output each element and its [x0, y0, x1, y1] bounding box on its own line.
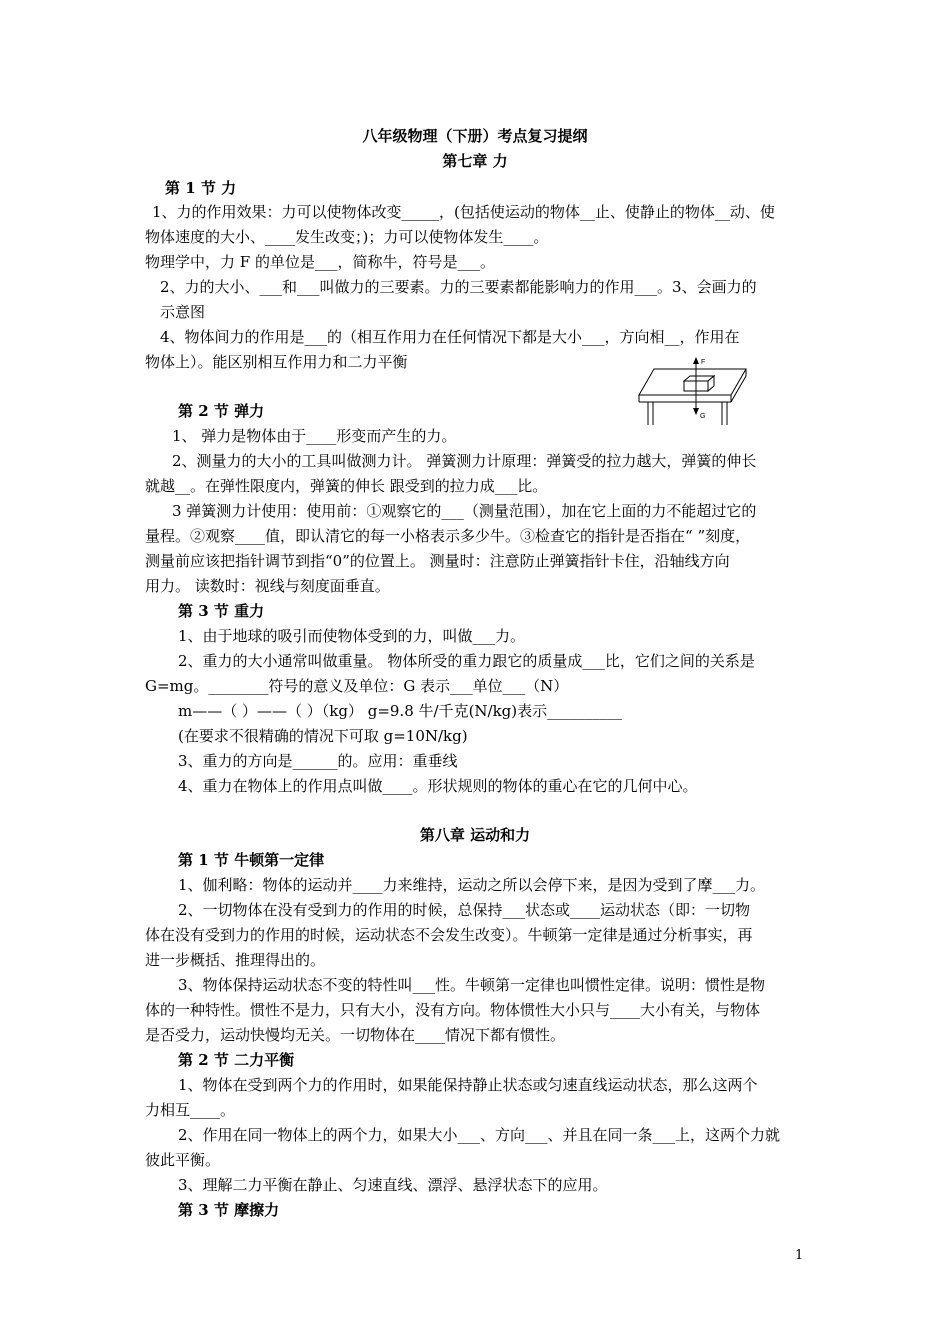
page-number: 1 — [795, 1248, 804, 1263]
text-line: 4、物体间力的作用是___的（相互作用力在任何情况下都是大小___，方向相__，作用在 — [160, 328, 740, 346]
text-line: 测量前应该把指针调节到指“0”的位置上。 测量时：注意防止弹簧指针卡住，沿轴线方向 — [145, 552, 730, 570]
section-heading: 第 1 节 牛顿第一定律 — [178, 851, 325, 869]
text-line: 1、由于地球的吸引而使物体受到的力，叫做___力。 — [178, 627, 526, 645]
text-line: 3、重力的方向是______的。应用：重垂线 — [178, 752, 458, 770]
text-line: 1、伽利略：物体的运动并____力来维持，运动之所以会停下来，是因为受到了摩___力。 — [178, 876, 766, 894]
text-line: (在要求不很精确的情况下可取 g=10N/kg) — [178, 727, 468, 745]
text-line: 3、物体保持运动状态不变的特性叫___性。牛顿第一定律也叫惯性定律。说明：惯性是物 — [178, 976, 766, 994]
section-heading: 第 2 节 弹力 — [178, 402, 265, 420]
text-line: 体的一种特性。惯性不是力，只有大小，没有方向。物体惯性大小只与____大小有关，与物体 — [145, 1001, 761, 1019]
text-line: 就越__。在弹性限度内，弹簧的伸长 跟受到的拉力成___比。 — [145, 477, 548, 495]
text-line: 2、重力的大小通常叫做重量。 物体所受的重力跟它的质量成___比，它们之间的关系是 — [178, 652, 755, 670]
doc-title: 八年级物理（下册）考点复习提纲 — [362, 127, 588, 145]
text-line: 力相互____。 — [145, 1101, 236, 1119]
text-line: 体在没有受到力的作用的时候，运动状态不会发生改变）。牛顿第一定律是通过分析事实，再 — [145, 926, 753, 944]
section-heading: 第 3 节 摩擦力 — [178, 1201, 280, 1219]
chapter-8-heading: 第八章 运动和力 — [419, 826, 531, 844]
text-line: G=mg。________符号的意义及单位：G 表示___单位___（N） — [145, 677, 569, 695]
text-line: 量程。②观察____值，即认清它的每一小格表示多少牛。③检查它的指针是否指在“ ”刻度， — [145, 527, 751, 545]
text-line: 1、 弹力是物体由于____形变而产生的力。 — [172, 427, 457, 445]
section-heading: 第 1 节 力 — [165, 179, 237, 197]
text-line: 进一步概括、推理得出的。 — [145, 951, 326, 969]
text-line: 物体上）。能区别相互作用力和二力平衡 — [145, 353, 408, 371]
section-heading: 第 2 节 二力平衡 — [178, 1051, 295, 1069]
text-line: 1、物体在受到两个力的作用时，如果能保持静止状态或匀速直线运动状态，那么这两个 — [178, 1076, 758, 1094]
section-heading: 第 3 节 重力 — [178, 602, 265, 620]
text-line: 1、力的作用效果：力可以使物体改变_____，(包括使运动的物体__止、使静止的物体__动、使 — [152, 203, 775, 221]
text-line: 物体速度的大小、____发生改变；)；力可以使物体发生____。 — [145, 228, 549, 246]
text-line: 2、作用在同一物体上的两个力，如果大小___、方向___、并且在同一条___上，这两个力就 — [178, 1126, 781, 1144]
text-line: 物理学中，力 F 的单位是___，简称牛，符号是___。 — [145, 253, 495, 271]
text-line: 2、测量力的大小的工具叫做测力计。 弹簧测力计原理：弹簧受的拉力越大，弹簧的伸长 — [172, 452, 757, 470]
force-label-f: F — [701, 359, 706, 366]
text-line: 示意图 — [160, 303, 206, 321]
text-line: 2、一切物体在没有受到力的作用的时候，总保持___状态或____运动状态（即：一切物 — [178, 901, 751, 919]
text-line: 3 弹簧测力计使用：使用前：①观察它的___（测量范围），加在它上面的力不能超过它的 — [172, 502, 757, 520]
text-line: 4、重力在物体上的作用点叫做____。形状规则的物体的重心在它的几何中心。 — [178, 777, 698, 795]
force-label-g: G — [700, 413, 706, 420]
text-line: 用力。 读数时：视线与刻度面垂直。 — [145, 577, 390, 595]
chapter-7-heading: 第七章 力 — [442, 152, 508, 170]
text-line: 3、理解二力平衡在静止、匀速直线、漂浮、悬浮状态下的应用。 — [178, 1176, 608, 1194]
text-line: m——（ ）——（ ）（kg） g=9.8 牛/千克(N/kg)表示__________ — [178, 702, 623, 720]
force-diagram-figure — [636, 355, 756, 427]
text-line: 彼此平衡。 — [145, 1151, 221, 1169]
text-line: 2、力的大小、___和___叫做力的三要素。力的三要素都能影响力的作用___。3、会画力的 — [160, 278, 757, 296]
text-line: 是否受力，运动快慢均无关。一切物体在____情况下都有惯性。 — [145, 1026, 566, 1044]
